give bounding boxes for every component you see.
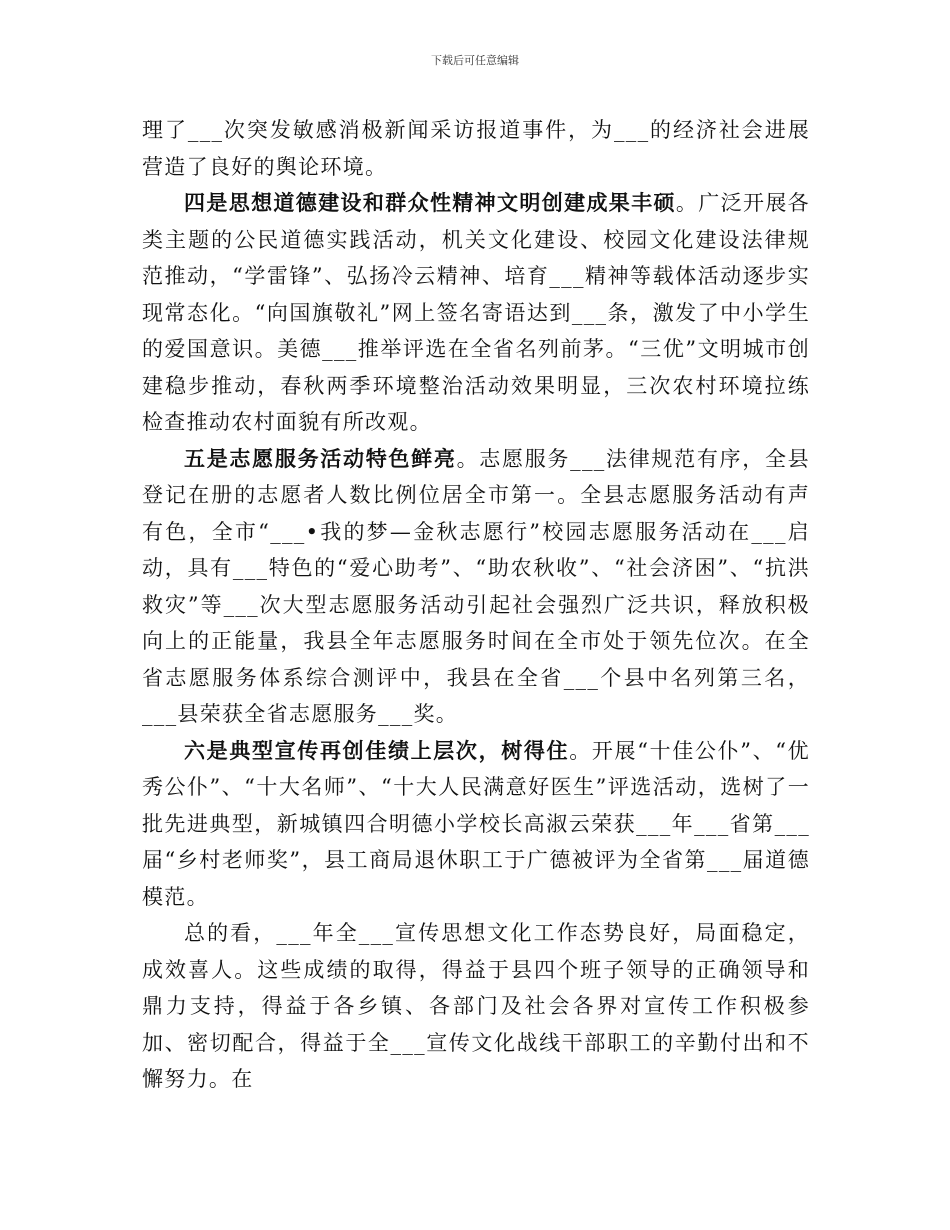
paragraph-text: 。志愿服务___法律规范有序，全县登记在册的志愿者人数比例位居全市第一。全县志愿服务活动有声有色，全市“___•我的梦—金秋志愿行”校园志愿服务活动在___启动，具有___特色的“爱心助考”、“助农秋收”、“社会济困”、“抗洪救灾”等___次大型志愿服务活动引起社会强烈广泛共识，释放积极向上的正能量，我县全年志愿服务时间在全市处于领先位次。在全省志愿服务体系综合测评中，我县在全省___个县中名列第三名，___县荣获全省志愿服务___奖。 xyxy=(142,446,810,726)
paragraph-text: 总的看，___年全___宣传思想文化工作态势良好，局面稳定，成效喜人。这些成绩的取得，得益于县四个班子领导的正确领导和鼎力支持，得益于各乡镇、各部门及社会各界对宣传工作积极参加、密切配合，得益于全___宣传文化战线干部职工的辛勤付出和不懈努力。在 xyxy=(142,921,810,1091)
page-header: 下载后可任意编辑 xyxy=(431,54,519,67)
paragraph-lead: 六是典型宣传再创佳绩上层次，树得住 xyxy=(184,737,570,763)
paragraph-summary xyxy=(142,915,810,1098)
paragraph-continuation xyxy=(142,112,810,185)
paragraph-lead: 四是思想道德建设和群众性精神文明创建成果丰硕 xyxy=(184,190,676,215)
paragraph-typical-publicity xyxy=(142,733,810,916)
paragraph-ideological-ethics xyxy=(142,185,810,441)
paragraph-volunteer-service xyxy=(142,441,810,733)
paragraph-text: 。开展“十佳公仆”、“优秀公仆”、“十大名师”、“十大人民满意好医生”评选活动，选树了一批先进典型，新城镇四合明德小学校长高淑云荣获___年___省第___届“乡村老师奖”，县工商局退休职工于广德被评为全省第___届道德模范。 xyxy=(142,738,810,909)
paragraph-text: 理了___次突发敏感消极新闻采访报道事件，为___的经济社会进展营造了良好的舆论环境。 xyxy=(142,118,810,179)
paragraph-lead: 五是志愿服务活动特色鲜亮 xyxy=(184,445,457,471)
paragraph-text: 。广泛开展各类主题的公民道德实践活动，机关文化建设、校园文化建设法律规范推动，“学雷锋”、弘扬冷云精神、培育___精神等载体活动逐步实现常态化。“向国旗敬礼”网上签名寄语达到___条，激发了中小学生的爱国意识。美德___推举评选在全省名列前茅。“三优”文明城市创建稳步推动，春秋两季环境整治活动效果明显，三次农村环境拉练检查推动农村面貌有所改观。 xyxy=(142,191,810,434)
document-body xyxy=(142,112,810,1098)
